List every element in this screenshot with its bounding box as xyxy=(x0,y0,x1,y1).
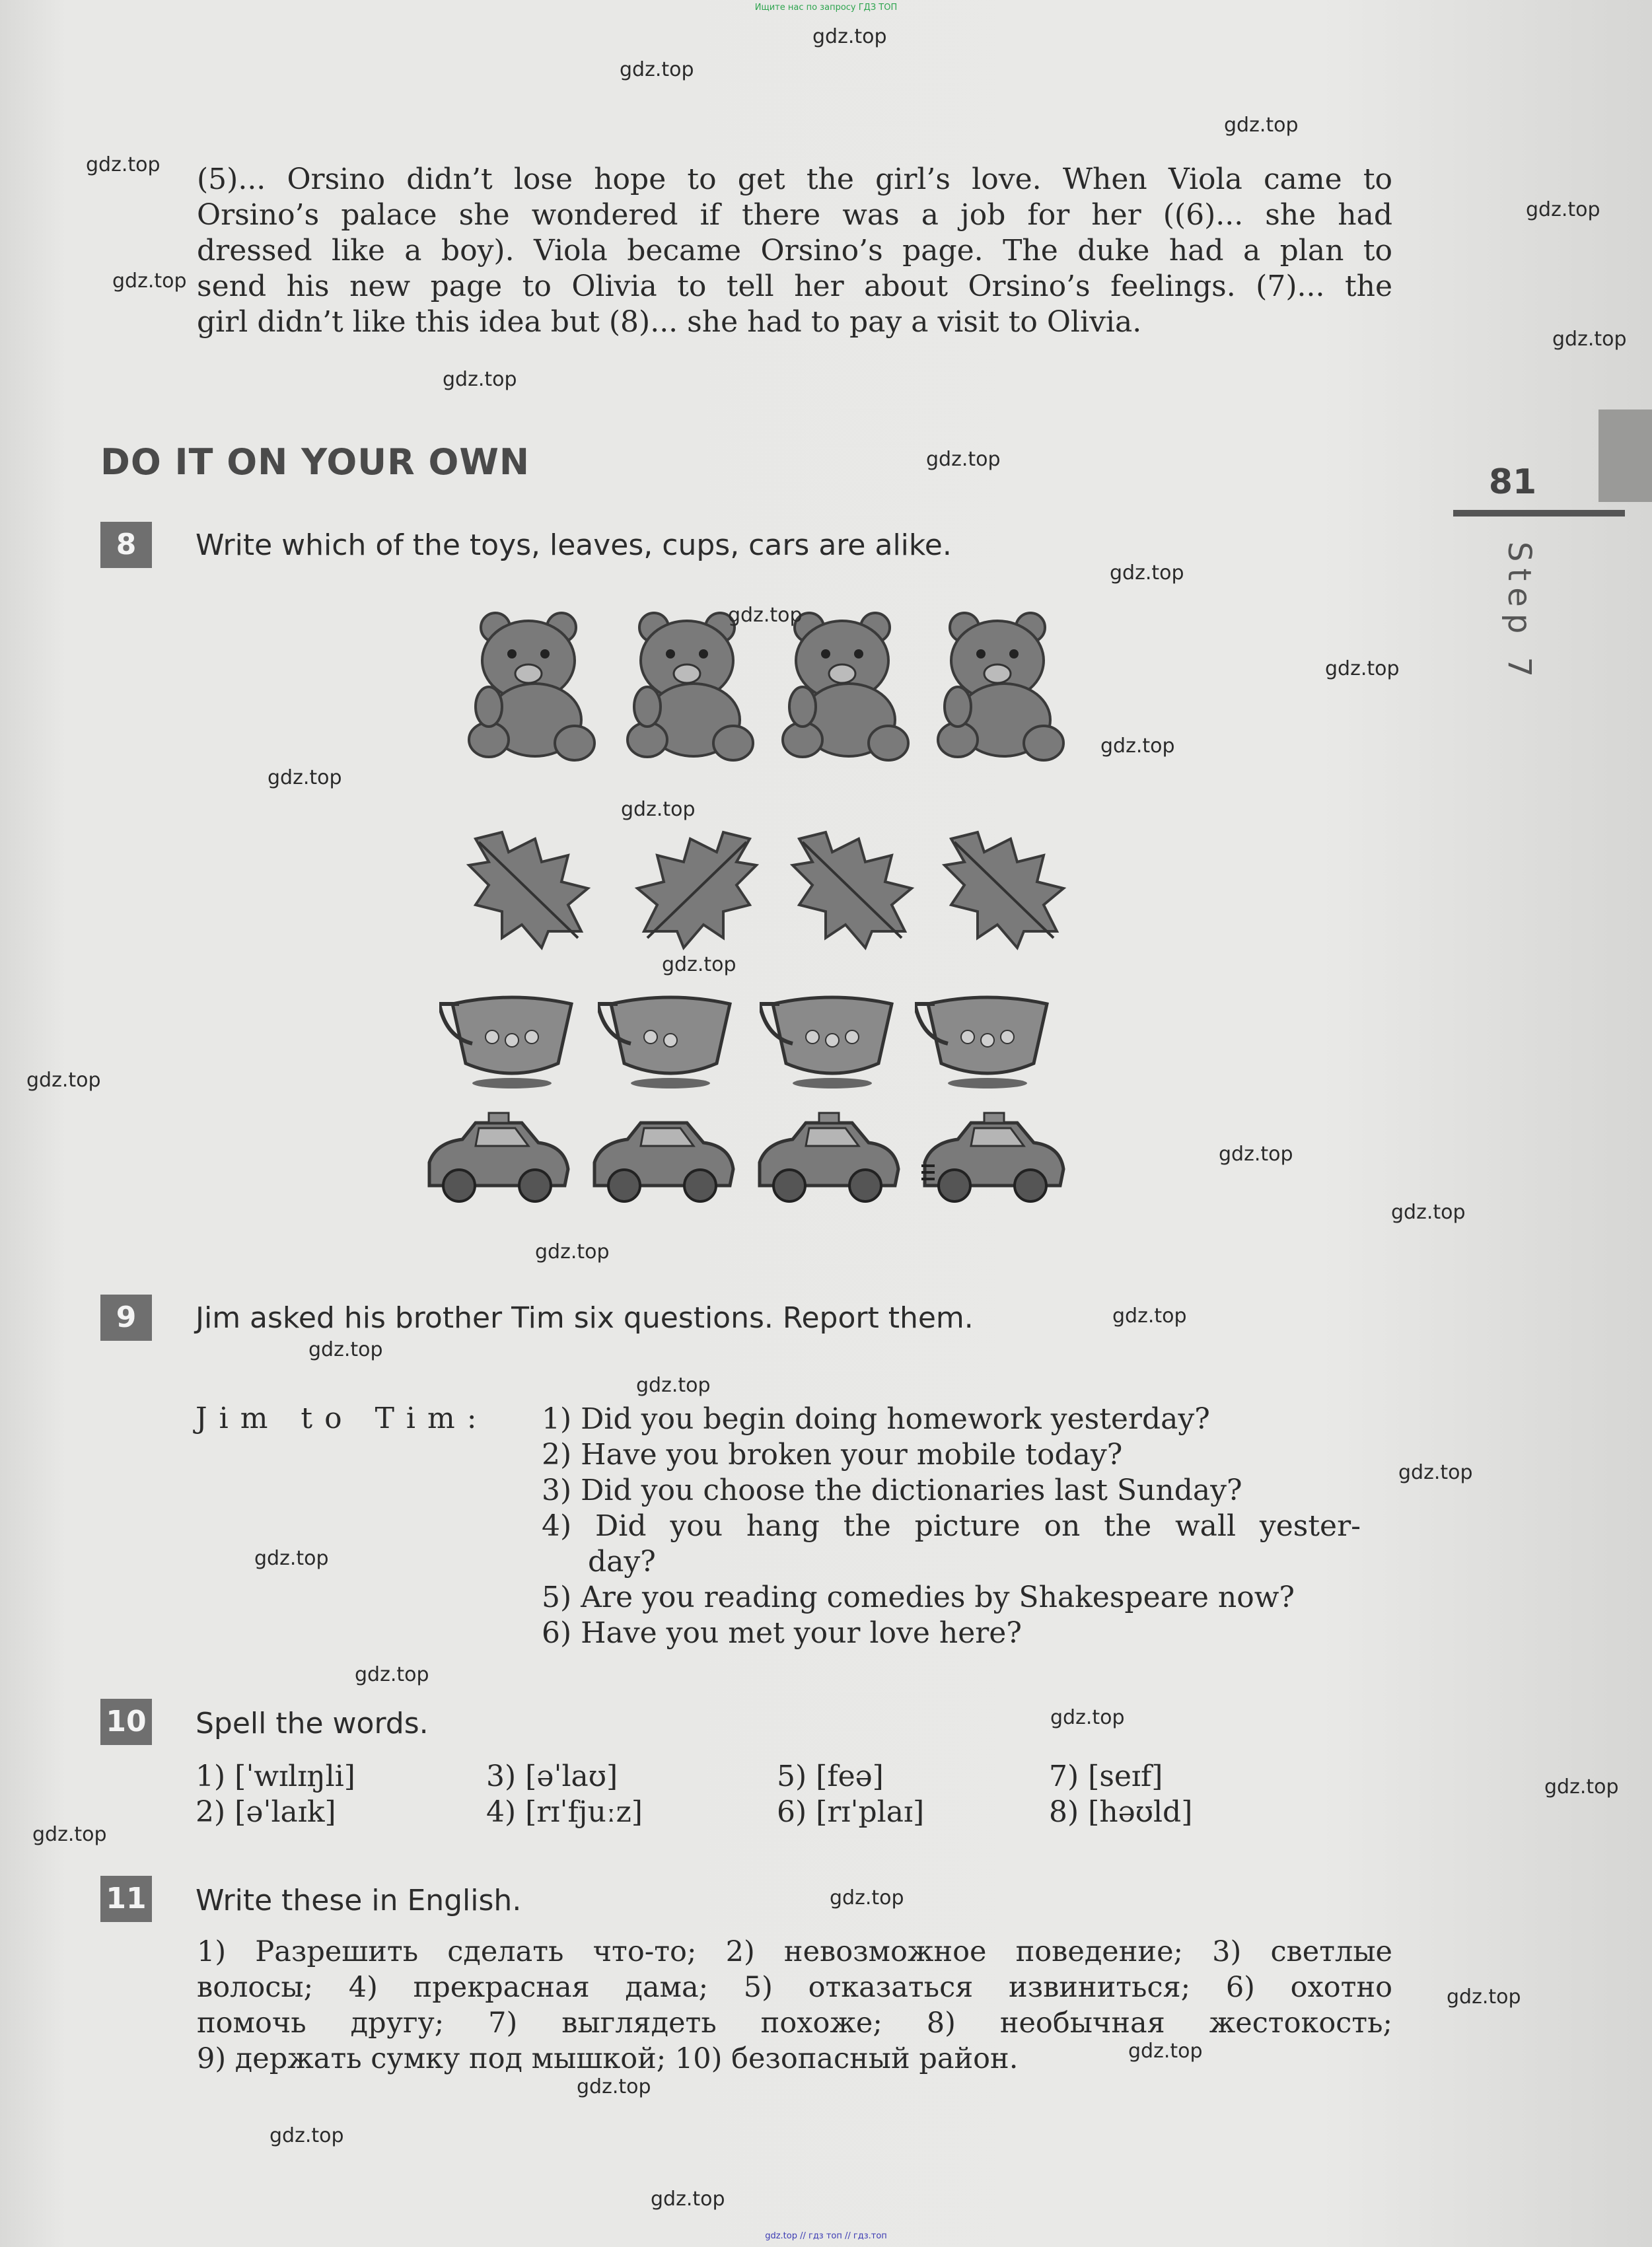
watermark: gdz.top xyxy=(254,1547,329,1570)
spell-word: 7) [seɪf] xyxy=(1049,1760,1163,1793)
watermark: gdz.top xyxy=(1219,1143,1293,1166)
teddy-bear-icon xyxy=(931,608,1077,766)
spell-word: 2) [əˈlaɪk] xyxy=(196,1795,336,1829)
spell-word: 6) [rɪˈplaɪ] xyxy=(777,1795,925,1829)
teddy-bear-icon xyxy=(621,608,766,766)
watermark: gdz.top xyxy=(26,1069,101,1092)
step-label: Step 7 xyxy=(1501,542,1538,684)
top-banner[interactable]: Ищите нас по запросу ГДЗ ТОП xyxy=(754,3,898,13)
watermark: gdz.top xyxy=(268,766,342,789)
watermark: gdz.top xyxy=(651,2188,725,2211)
watermark: gdz.top xyxy=(308,1338,383,1361)
question-item: 5) Are you reading comedies by Shakespeare now? xyxy=(542,1581,1295,1614)
exercise-number-11: 11 xyxy=(100,1876,152,1922)
paragraph-line: girl didn’t like this idea but (8)... she had to pay a visit to Olivia. xyxy=(197,305,1142,339)
exercise-8-instruction: Write which of the toys, leaves, cups, cars are alike. xyxy=(196,528,952,562)
car-icon xyxy=(416,1110,575,1209)
watermark: gdz.top xyxy=(1398,1461,1473,1484)
teacup-icon xyxy=(915,991,1060,1090)
watermark: gdz.top xyxy=(830,1886,904,1909)
watermark: gdz.top xyxy=(1224,114,1299,137)
paragraph-line: dressed like a boy). Viola became Orsino’s page. The duke had a plan to xyxy=(197,234,1392,268)
story-paragraph xyxy=(197,162,1392,340)
watermark: gdz.top xyxy=(355,1663,429,1686)
exercise-9-instruction: Jim asked his brother Tim six questions. Report them. xyxy=(196,1301,974,1335)
paragraph-line: send his new page to Olivia to tell her about Orsino’s feelings. (7)... the xyxy=(197,269,1392,303)
watermark: gdz.top xyxy=(812,25,887,48)
phrase-line: 9) держать сумку под мышкой; 10) безопасный район. xyxy=(197,2042,1019,2075)
question-item: 2) Have you broken your mobile today? xyxy=(542,1438,1123,1472)
russian-phrases xyxy=(197,1934,1392,2077)
watermark: gdz.top xyxy=(1391,1201,1466,1224)
watermark: gdz.top xyxy=(1447,1985,1521,2009)
exercise-number-8: 8 xyxy=(100,522,152,568)
watermark: gdz.top xyxy=(535,1240,610,1264)
watermark: gdz.top xyxy=(443,368,517,391)
exercise-10-instruction: Spell the words. xyxy=(196,1707,429,1740)
phrase-line: волосы; 4) прекрасная дама; 5) отказаться извиниться; 6) охотно xyxy=(197,1971,1392,2004)
dialogue-label: Jim to Tim: xyxy=(196,1402,489,1435)
exercise-11-instruction: Write these in English. xyxy=(196,1884,522,1917)
watermark: gdz.top xyxy=(1544,1775,1619,1799)
paragraph-line: (5)... Orsino didn’t lose hope to get the girl’s love. When Viola came to xyxy=(197,162,1392,196)
leaf-icon xyxy=(938,826,1070,951)
question-item: 6) Have you met your love here? xyxy=(542,1616,1022,1650)
watermark: gdz.top xyxy=(112,269,187,293)
page-tab xyxy=(1598,410,1652,502)
spell-word: 3) [əˈlaʊ] xyxy=(486,1760,618,1793)
leaf-icon xyxy=(786,826,918,951)
question-list xyxy=(542,1402,1361,1651)
watermark: gdz.top xyxy=(1112,1304,1187,1328)
watermark: gdz.top xyxy=(1325,657,1400,680)
leaf-icon xyxy=(631,826,763,951)
teddy-bear-icon xyxy=(776,608,921,766)
page-number: 81 xyxy=(1488,462,1537,502)
watermark: gdz.top xyxy=(926,448,1001,471)
question-item: 1) Did you begin doing homework yesterday? xyxy=(542,1402,1210,1436)
watermark: gdz.top xyxy=(269,2124,344,2147)
teddy-bear-icon xyxy=(462,608,608,766)
paragraph-line: Orsino’s palace she wondered if there was a job for her ((6)... she had xyxy=(197,198,1392,232)
teacup-icon xyxy=(760,991,905,1090)
watermark: gdz.top xyxy=(86,153,161,176)
watermark: gdz.top xyxy=(1526,198,1600,221)
question-item: day? xyxy=(588,1545,656,1579)
watermark: gdz.top xyxy=(1050,1706,1125,1729)
question-item: 3) Did you choose the dictionaries last Sunday? xyxy=(542,1474,1242,1507)
car-icon xyxy=(912,1110,1070,1209)
phrase-line: помочь другу; 7) выглядеть похоже; 8) необычная жестокость; xyxy=(197,2007,1392,2040)
car-icon xyxy=(581,1110,740,1209)
spell-word: 5) [feə] xyxy=(777,1760,884,1793)
watermark: gdz.top xyxy=(728,604,803,627)
bottom-banner[interactable]: gdz.top // гдз топ // гдз.топ xyxy=(765,2231,887,2241)
teacup-icon xyxy=(439,991,585,1090)
spell-word: 8) [həʊld] xyxy=(1049,1795,1193,1829)
question-item: 4) Did you hang the picture on the wall yester- xyxy=(542,1509,1361,1543)
watermark: gdz.top xyxy=(32,1823,107,1846)
spell-word: 4) [rɪˈfjuːz] xyxy=(486,1795,643,1829)
page-divider xyxy=(1453,510,1625,517)
watermark: gdz.top xyxy=(1552,328,1627,351)
watermark: gdz.top xyxy=(577,2075,651,2098)
watermark: gdz.top xyxy=(636,1374,711,1397)
teacup-icon xyxy=(598,991,743,1090)
exercise-number-9: 9 xyxy=(100,1295,152,1341)
spell-word: 1) [ˈwɪlɪŋli] xyxy=(196,1760,355,1793)
leaf-icon xyxy=(462,826,594,951)
watermark: gdz.top xyxy=(620,58,694,81)
watermark: gdz.top xyxy=(1128,2040,1203,2063)
watermark: gdz.top xyxy=(621,798,696,821)
phrase-line: 1) Разрешить сделать что-то; 2) невозможное поведение; 3) светлые xyxy=(197,1935,1392,1968)
car-icon xyxy=(746,1110,905,1209)
watermark: gdz.top xyxy=(662,953,736,976)
watermark: gdz.top xyxy=(1110,561,1184,585)
watermark: gdz.top xyxy=(1100,734,1175,758)
section-title: DO IT ON YOUR OWN xyxy=(100,441,530,483)
exercise-number-10: 10 xyxy=(100,1699,152,1745)
